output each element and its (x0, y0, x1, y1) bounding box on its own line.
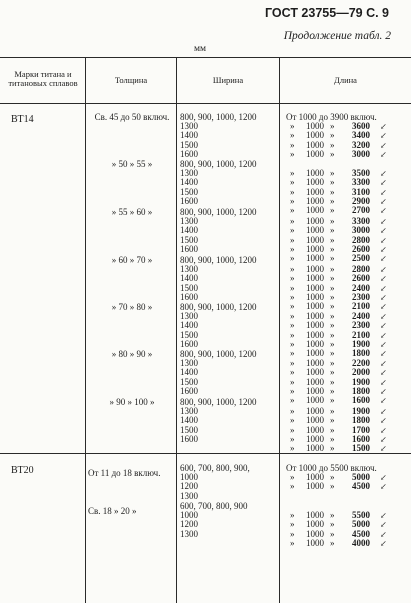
table-top-rule (0, 57, 411, 58)
ditto-mark: » (330, 528, 335, 539)
length-to: 1600 (352, 433, 370, 444)
ditto-mark: » (290, 121, 295, 132)
ditto-mark: » (330, 395, 335, 405)
width-value: 1500 (180, 424, 198, 435)
ditto-mark: » (290, 301, 295, 311)
arrow-icon: ↙ (380, 302, 387, 311)
arrow-icon: ↙ (380, 359, 387, 369)
arrow-icon: ↙ (380, 131, 387, 141)
length-from: 1000 (306, 205, 324, 215)
arrow-icon: ↙ (380, 122, 387, 132)
ditto-mark: » (290, 130, 295, 141)
ditto-mark: » (330, 291, 335, 302)
ditto-mark: » (290, 433, 295, 444)
arrow-icon: ↙ (380, 529, 387, 539)
ditto-mark: » (330, 195, 335, 206)
width-value: 800, 900, 1000, 1200 (180, 302, 257, 312)
ditto-mark: » (330, 139, 335, 150)
ditto-mark: » (290, 385, 295, 396)
ditto-mark: » (330, 205, 335, 215)
ditto-mark: » (290, 329, 295, 340)
thickness-range: » 80 » 90 » (111, 349, 153, 359)
length-from: 1000 (306, 253, 324, 263)
length-from: 1000 (306, 168, 324, 179)
length-from: 1000 (306, 264, 324, 275)
width-value: 1600 (180, 433, 198, 444)
ditto-mark: » (290, 139, 295, 150)
ditto-mark: » (290, 528, 295, 539)
ditto-mark: » (290, 216, 295, 227)
ditto-mark: » (290, 358, 295, 369)
length-to: 2700 (352, 205, 370, 215)
ditto-mark: » (330, 358, 335, 369)
width-value: 1600 (180, 195, 198, 206)
width-value: 1200 (180, 519, 198, 530)
length-range-header: От 1000 до 5500 включ. (286, 463, 377, 473)
length-range (290, 302, 408, 311)
arrow-icon: ↙ (380, 244, 387, 254)
length-from: 1000 (306, 130, 324, 141)
length-from: 1000 (306, 186, 324, 197)
width-value: 1500 (180, 329, 198, 340)
column-divider (85, 58, 86, 603)
arrow-icon: ↙ (380, 520, 387, 530)
length-from: 1000 (306, 433, 324, 444)
ditto-mark: » (330, 243, 335, 254)
length-to: 1800 (352, 385, 370, 396)
arrow-icon: ↙ (380, 283, 387, 293)
ditto-mark: » (290, 338, 295, 349)
length-from: 1000 (306, 282, 324, 293)
thickness-range: » 60 » 70 » (111, 255, 153, 265)
length-to: 2500 (352, 253, 370, 263)
width-value: 1000 (180, 472, 198, 483)
ditto-mark: » (290, 291, 295, 302)
length-to: 4500 (352, 528, 370, 539)
length-range (290, 150, 408, 159)
length-from: 1000 (306, 243, 324, 254)
length-from: 1000 (306, 443, 324, 453)
length-to: 2400 (352, 282, 370, 293)
ditto-mark: » (330, 481, 335, 492)
arrow-icon: ↙ (380, 196, 387, 206)
arrow-icon: ↙ (380, 473, 387, 483)
width-value: 1600 (180, 291, 198, 302)
arrow-icon: ↙ (380, 265, 387, 275)
length-range (290, 396, 408, 405)
ditto-mark: » (330, 338, 335, 349)
units-label: мм (194, 44, 207, 54)
ditto-mark: » (290, 406, 295, 417)
thickness-range: » 55 » 60 » (111, 207, 153, 217)
grade-label: ВТ14 (11, 114, 34, 125)
length-from: 1000 (306, 329, 324, 340)
length-from: 1000 (306, 225, 324, 236)
width-value: 1200 (180, 481, 198, 492)
ditto-mark: » (330, 385, 335, 396)
thickness-range: » 70 » 80 » (111, 302, 153, 312)
length-from: 1000 (306, 216, 324, 227)
length-range-header: От 1000 до 3900 включ. (286, 112, 377, 122)
length-from: 1000 (306, 139, 324, 150)
width-value: 800, 900, 1000, 1200 (180, 255, 257, 265)
arrow-icon: ↙ (380, 274, 387, 284)
width-value: 800, 900, 1000, 1200 (180, 207, 257, 217)
ditto-mark: » (330, 216, 335, 227)
length-to: 1800 (352, 415, 370, 426)
length-to: 3000 (352, 148, 370, 159)
arrow-icon: ↙ (380, 511, 387, 521)
column-header-thickness: Толщина (114, 75, 148, 85)
length-to: 1900 (352, 376, 370, 387)
length-from: 1000 (306, 519, 324, 530)
ditto-mark: » (290, 168, 295, 179)
length-range (290, 206, 408, 215)
ditto-mark: » (330, 130, 335, 141)
ditto-mark: » (290, 472, 295, 483)
arrow-icon: ↙ (380, 416, 387, 426)
arrow-icon: ↙ (380, 407, 387, 417)
ditto-mark: » (290, 348, 295, 358)
length-from: 1000 (306, 385, 324, 396)
thickness-range: Св. 18 » 20 » (88, 506, 137, 516)
table-continuation-caption: Продолжение табл. 2 (283, 30, 391, 42)
ditto-mark: » (330, 225, 335, 236)
arrow-icon: ↙ (380, 235, 387, 245)
ditto-mark: » (290, 186, 295, 197)
width-value: 1600 (180, 385, 198, 396)
length-from: 1000 (306, 273, 324, 284)
arrow-icon: ↙ (380, 254, 387, 263)
width-value: 1300 (180, 216, 198, 227)
length-from: 1000 (306, 234, 324, 245)
length-from: 1000 (306, 121, 324, 132)
arrow-icon: ↙ (380, 482, 387, 492)
ditto-mark: » (330, 510, 335, 521)
arrow-icon: ↙ (380, 321, 387, 331)
length-to: 2300 (352, 291, 370, 302)
ditto-mark: » (290, 195, 295, 206)
width-value: 1300 (180, 358, 198, 369)
arrow-icon: ↙ (380, 386, 387, 396)
ditto-mark: » (290, 481, 295, 492)
ditto-mark: » (290, 264, 295, 275)
ditto-mark: » (330, 348, 335, 358)
ditto-mark: » (330, 264, 335, 275)
ditto-mark: » (330, 121, 335, 132)
arrow-icon: ↙ (380, 538, 387, 548)
thickness-range: » 90 » 100 » (109, 397, 155, 407)
width-value: 1400 (180, 367, 198, 378)
ditto-mark: » (290, 443, 295, 453)
length-to: 1900 (352, 338, 370, 349)
width-value: 1400 (180, 320, 198, 331)
length-from: 1000 (306, 367, 324, 378)
ditto-mark: » (330, 282, 335, 293)
arrow-icon: ↙ (380, 312, 387, 322)
length-from: 1000 (306, 406, 324, 417)
width-value: 800, 900, 1000, 1200 (180, 159, 257, 169)
length-to: 3400 (352, 130, 370, 141)
length-from: 1000 (306, 510, 324, 521)
width-value: 800, 900, 1000, 1200 (180, 112, 257, 122)
length-from: 1000 (306, 301, 324, 311)
ditto-mark: » (330, 320, 335, 331)
column-header-length: Длина (334, 75, 357, 85)
ditto-mark: » (330, 415, 335, 426)
length-to: 2400 (352, 311, 370, 322)
ditto-mark: » (290, 311, 295, 322)
length-from: 1000 (306, 472, 324, 483)
length-from: 1000 (306, 537, 324, 548)
arrow-icon: ↙ (380, 330, 387, 340)
length-range (290, 254, 408, 263)
length-to: 3300 (352, 216, 370, 227)
arrow-icon: ↙ (380, 339, 387, 349)
arrow-icon: ↙ (380, 187, 387, 197)
length-to: 3500 (352, 168, 370, 179)
ditto-mark: » (290, 376, 295, 387)
length-to: 5500 (352, 510, 370, 521)
width-value: 1400 (180, 130, 198, 141)
ditto-mark: » (290, 282, 295, 293)
ditto-mark: » (290, 537, 295, 548)
length-to: 1600 (352, 395, 370, 405)
ditto-mark: » (290, 234, 295, 245)
width-value: 1400 (180, 225, 198, 236)
ditto-mark: » (330, 519, 335, 530)
width-value: 800, 900, 1000, 1200 (180, 397, 257, 407)
length-to: 2900 (352, 195, 370, 206)
length-from: 1000 (306, 177, 324, 188)
width-value: 1600 (180, 243, 198, 254)
ditto-mark: » (330, 273, 335, 284)
ditto-mark: » (290, 225, 295, 236)
arrow-icon: ↙ (380, 434, 387, 444)
length-to: 2600 (352, 243, 370, 254)
width-value: 1500 (180, 234, 198, 245)
ditto-mark: » (330, 406, 335, 417)
length-to: 4000 (352, 537, 370, 548)
length-from: 1000 (306, 311, 324, 322)
arrow-icon: ↙ (380, 292, 387, 302)
length-from: 1000 (306, 320, 324, 331)
ditto-mark: » (290, 243, 295, 254)
length-to: 4500 (352, 481, 370, 492)
ditto-mark: » (290, 273, 295, 284)
arrow-icon: ↙ (380, 178, 387, 188)
arrow-icon: ↙ (380, 349, 387, 358)
thickness-range: От 11 до 18 включ. (88, 468, 161, 478)
arrow-icon: ↙ (380, 226, 387, 236)
length-from: 1000 (306, 376, 324, 387)
arrow-icon: ↙ (380, 140, 387, 150)
grade-label: ВТ20 (11, 465, 34, 476)
length-to: 2600 (352, 273, 370, 284)
arrow-icon: ↙ (380, 149, 387, 159)
width-value: 1500 (180, 282, 198, 293)
arrow-icon: ↙ (380, 368, 387, 378)
length-from: 1000 (306, 148, 324, 159)
ditto-mark: » (330, 376, 335, 387)
width-value: 600, 700, 800, 900 (180, 501, 248, 511)
gost-number: ГОСТ 23755—79 С. 9 (264, 6, 389, 20)
width-value: 1600 (180, 148, 198, 159)
width-value: 1400 (180, 273, 198, 284)
ditto-mark: » (330, 433, 335, 444)
ditto-mark: » (290, 148, 295, 159)
width-value: 1600 (180, 338, 198, 349)
width-value: 1400 (180, 177, 198, 188)
width-value: 1300 (180, 311, 198, 322)
width-value: 1300 (180, 528, 198, 539)
ditto-mark: » (330, 301, 335, 311)
width-value: 1300 (180, 406, 198, 417)
length-to: 2200 (352, 358, 370, 369)
ditto-mark: » (290, 367, 295, 378)
arrow-icon: ↙ (380, 169, 387, 179)
arrow-icon: ↙ (380, 206, 387, 215)
width-value: 1500 (180, 139, 198, 150)
length-to: 2300 (352, 320, 370, 331)
ditto-mark: » (330, 537, 335, 548)
ditto-mark: » (330, 367, 335, 378)
length-to: 1700 (352, 424, 370, 435)
length-to: 2800 (352, 264, 370, 275)
ditto-mark: » (290, 395, 295, 405)
ditto-mark: » (330, 472, 335, 483)
length-from: 1000 (306, 291, 324, 302)
width-value: 1300 (180, 264, 198, 275)
width-value: 1500 (180, 376, 198, 387)
length-from: 1000 (306, 424, 324, 435)
column-header-grade: Марки титана и титановых сплавов (8, 69, 78, 88)
arrow-icon: ↙ (380, 396, 387, 405)
width-value: 1300 (180, 168, 198, 179)
ditto-mark: » (330, 443, 335, 453)
arrow-icon: ↙ (380, 425, 387, 435)
length-range (290, 444, 408, 453)
length-from: 1000 (306, 481, 324, 492)
length-to: 2800 (352, 234, 370, 245)
ditto-mark: » (290, 415, 295, 426)
ditto-mark: » (330, 177, 335, 188)
length-to: 2100 (352, 301, 370, 311)
thickness-range: » 50 » 55 » (111, 159, 153, 169)
ditto-mark: » (330, 311, 335, 322)
ditto-mark: » (290, 205, 295, 215)
arrow-icon: ↙ (380, 217, 387, 227)
length-from: 1000 (306, 358, 324, 369)
column-divider (176, 58, 177, 603)
width-value: 800, 900, 1000, 1200 (180, 349, 257, 359)
length-to: 5000 (352, 472, 370, 483)
length-range (290, 482, 408, 491)
width-value: 1300 (180, 490, 198, 501)
ditto-mark: » (330, 329, 335, 340)
length-to: 2000 (352, 367, 370, 378)
ditto-mark: » (290, 320, 295, 331)
length-to: 3300 (352, 177, 370, 188)
length-range (290, 349, 408, 358)
length-to: 3000 (352, 225, 370, 236)
length-to: 3200 (352, 139, 370, 150)
length-to: 1500 (352, 443, 370, 453)
arrow-icon: ↙ (380, 377, 387, 387)
length-from: 1000 (306, 415, 324, 426)
ditto-mark: » (290, 424, 295, 435)
ditto-mark: » (330, 186, 335, 197)
ditto-mark: » (290, 177, 295, 188)
width-value: 600, 700, 800, 900, (180, 463, 250, 473)
length-from: 1000 (306, 195, 324, 206)
length-to: 3600 (352, 121, 370, 132)
length-from: 1000 (306, 528, 324, 539)
table-header-rule (0, 103, 411, 104)
ditto-mark: » (290, 253, 295, 263)
ditto-mark: » (290, 510, 295, 521)
column-header-width: Ширина (212, 75, 244, 85)
ditto-mark: » (330, 424, 335, 435)
ditto-mark: » (330, 253, 335, 263)
width-value: 1300 (180, 121, 198, 132)
length-from: 1000 (306, 338, 324, 349)
length-to: 1800 (352, 348, 370, 358)
ditto-mark: » (330, 148, 335, 159)
thickness-range: Св. 45 до 50 включ. (94, 112, 170, 122)
length-range (290, 539, 408, 548)
ditto-mark: » (330, 168, 335, 179)
width-value: 1500 (180, 186, 198, 197)
length-from: 1000 (306, 348, 324, 358)
ditto-mark: » (290, 519, 295, 530)
length-to: 1900 (352, 406, 370, 417)
width-value: 1400 (180, 415, 198, 426)
length-from: 1000 (306, 395, 324, 405)
width-value: 1000 (180, 510, 198, 521)
length-to: 5000 (352, 519, 370, 530)
length-to: 3100 (352, 186, 370, 197)
arrow-icon: ↙ (380, 444, 387, 453)
length-to: 2100 (352, 329, 370, 340)
ditto-mark: » (330, 234, 335, 245)
